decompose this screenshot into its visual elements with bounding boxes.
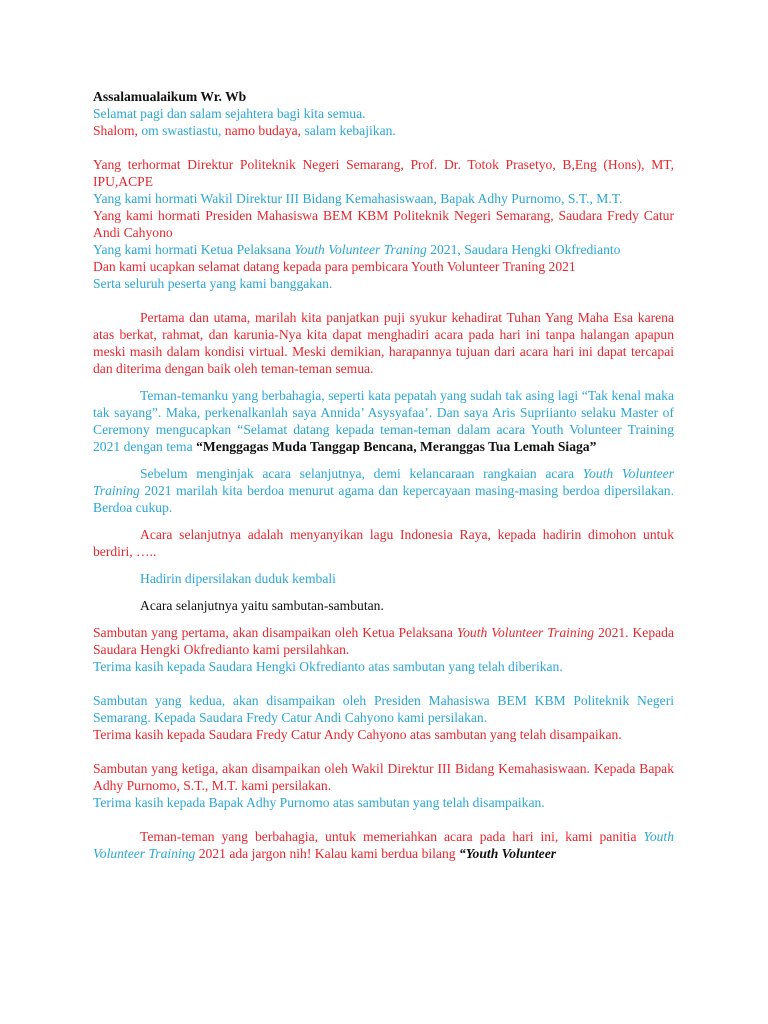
- paragraph-jargon: [93, 828, 674, 862]
- jargon-pre: Teman-teman yang berbahagia, untuk memeriahkan acara pada hari ini, kami panitia: [140, 829, 644, 844]
- paragraph-introduction: [93, 387, 674, 455]
- prayer-post: 2021 marilah kita berdoa menurut agama dan kepercayaan masing-masing berdoa dipersilakan. Berdoa cukup.: [93, 483, 674, 515]
- honor-student-president: Yang kami hormati Presiden Mahasiswa BEM KBM Politeknik Negeri Semarang, Saudara Fredy Catur Andi Cahyono: [93, 208, 674, 240]
- paragraph-gratitude: Pertama dan utama, marilah kita panjatkan puji syukur kehadirat Tuhan Yang Maha Esa karena atas berkat, rahmat, dan karunia-Nya kita dapat menghadiri acara pada hari ini tanpa halangan apapun meski masih dalam kondisi virtual. Meski demikian, harapannya tujuan dari acara hari ini dapat tercapai dan diterima dengan baik oleh teman-teman semua.: [93, 310, 674, 376]
- greeting-salam: salam kebajikan.: [304, 123, 396, 138]
- speech-first: [93, 624, 674, 658]
- introduction-text: Teman-temanku yang berbahagia, seperti kata pepatah yang sudah tak asing lagi “Tak kenal maka tak sayang”. Maka, perkenalkanlah saya Annida’ Asysyafaa’. Dan saya Aris Supriianto selaku Master of Ceremony mengucapkan “Selamat datang kepada teman-teman dalam acara Youth Volunteer Training 2021 dengan tema: [93, 388, 674, 454]
- honor-director: Yang terhormat Direktur Politeknik Negeri Semarang, Prof. Dr. Totok Prasetyo, B,Eng (Hons), MT, IPU,ACPE: [93, 157, 674, 189]
- speech-third: Sambutan yang ketiga, akan disampaikan oleh Wakil Direktur III Bidang Kemahasiswaan. Kepada Bapak Adhy Purnomo, S.T., M.T. kami persilakan.: [93, 761, 674, 793]
- paragraph-prayer: [93, 465, 674, 516]
- greeting-line: Selamat pagi dan salam sejahtera bagi kita semua.: [93, 106, 366, 121]
- greeting-om: om swastiastu,: [141, 123, 225, 138]
- honor-chairman: [93, 241, 674, 258]
- speech-first-thanks: Terima kasih kepada Saudara Hengki Okfredianto atas sambutan yang telah diberikan.: [93, 659, 563, 674]
- prayer-event: Youth Volunteer Training: [93, 466, 674, 498]
- greeting-religions: [93, 122, 674, 139]
- honor-chairman-event: Youth Volunteer Traning: [294, 242, 427, 257]
- greeting-shalom: Shalom,: [93, 123, 142, 138]
- prayer-pre: Sebelum menginjak acara selanjutnya, demi kelancaraan rangkaian acara: [140, 466, 583, 481]
- jargon-mid: 2021 ada jargon nih! Kalau kami berdua bilang: [195, 846, 459, 861]
- paragraph-speeches-intro: Acara selanjutnya yaitu sambutan-sambutan.: [140, 598, 384, 613]
- jargon-bold: “Youth Volunteer: [458, 846, 557, 861]
- paragraph-sit: Hadirin dipersilakan duduk kembali: [140, 571, 336, 586]
- speech-second: Sambutan yang kedua, akan disampaikan oleh Presiden Mahasiswa BEM KBM Politeknik Negeri Semarang. Kepada Saudara Fredy Catur Andi Cahyono kami persilakan.: [93, 693, 674, 725]
- speech-first-pre: Sambutan yang pertama, akan disampaikan oleh Ketua Pelaksana: [93, 625, 457, 640]
- honor-vice-director: Yang kami hormati Wakil Direktur III Bidang Kemahasiswaan, Bapak Adhy Purnomo, S.T., M.T.: [93, 191, 623, 206]
- speech-first-event: Youth Volunteer Training: [456, 625, 595, 640]
- speech-second-thanks: Terima kasih kepada Saudara Fredy Catur Andy Cahyono atas sambutan yang telah disampaikan.: [93, 727, 622, 742]
- speech-first-post: 2021. Kepada Saudara Hengki Okfredianto kami persilahkan.: [93, 625, 674, 657]
- speech-third-thanks: Terima kasih kepada Bapak Adhy Purnomo atas sambutan yang telah disampaikan.: [93, 795, 545, 810]
- jargon-event: Youth Volunteer Training: [93, 829, 674, 861]
- document-page: [93, 88, 674, 862]
- honor-participants: Serta seluruh peserta yang kami banggakan.: [93, 276, 333, 291]
- honor-chairman-post: 2021, Saudara Hengki Okfredianto: [426, 242, 621, 257]
- honor-chairman-pre: Yang kami hormati Ketua Pelaksana: [93, 242, 295, 257]
- honor-speakers: Dan kami ucapkan selamat datang kepada para pembicara Youth Volunteer Traning 2021: [93, 259, 576, 274]
- paragraph-anthem: Acara selanjutnya adalah menyanyikan lagu Indonesia Raya, kepada hadirin dimohon untuk berdiri, …..: [93, 527, 674, 559]
- greeting-namo: namo budaya,: [224, 123, 305, 138]
- greeting-title: Assalamualaikum Wr. Wb: [93, 89, 247, 104]
- introduction-theme: “Menggagas Muda Tanggap Bencana, Meranggas Tua Lemah Siaga”: [196, 439, 597, 454]
